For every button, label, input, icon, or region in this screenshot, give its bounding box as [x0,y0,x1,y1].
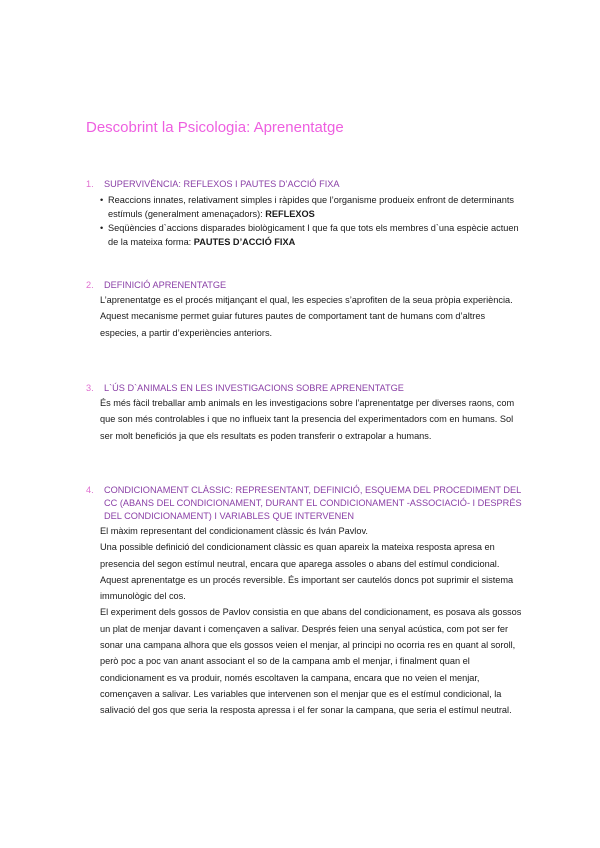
section-us-animals [86,382,526,444]
section-heading [86,382,526,395]
page-title: Descobrint la Psicologia: Aprenentatge [86,119,344,136]
paragraph: Aquest mecanisme permet guiar futures pautes de comportament tant de humans com d’altres especies, a partir d’experiències anteriors. [100,311,486,338]
section-number: 2. [86,280,94,290]
section-number: 4. [86,485,94,495]
bullet-list [86,193,526,249]
section-title: DEFINICIÓ APRENENTATGE [104,280,227,290]
section-title: SUPERVIVÈNCIA: REFLEXOS I PAUTES D’ACCIÓ FIXA [104,179,340,189]
section-title: L`ÚS D`ANIMALS EN LES INVESTIGACIONS SOBRE APRENENTATGE [104,383,404,393]
list-item: • Reaccions innates, relativament simples i ràpides que l’organisme produeix enfront de determinants estímuls (generalment amenaçadors): REFLEXOS [86,193,526,221]
paragraph: El màxim representant del condicionament clàssic és Iván Pavlov. [100,526,368,536]
section-supervivencia [86,178,526,249]
section-definicio [86,279,526,341]
paragraph: L’aprenentatge es el procés mitjançant el qual, les especies s’aprofiten de la seua pròpia experiència. [100,295,513,305]
paragraph: És més fàcil treballar amb animals en les investigacions sobre l’aprenentatge per diverses raons, com que son més controlables i que no influeix tant la presencia del experimentadors com en humans. Sol ser molt beneficiós ja que els resultats es poden transferir o extrapolar a humans. [100,398,515,441]
section-condicionament-classic [86,484,526,719]
list-item: • Seqüències d`accions disparades biològicament I que fa que tots els membres d`una espècie actuen de la mateixa forma: PAUTES D’ACCIÓ FIXA [86,221,526,249]
section-title: CONDICIONAMENT CLÀSSIC: REPRESENTANT, DEFINICIÓ, ESQUEMA DEL PROCEDIMENT DEL CC (ABANS DEL CONDICIONAMENT, DURANT EL CONDICIONAMENT -ASSOCIACIÓ- I DESPRÉS DEL CONDICIONAMENT) I VARIABLES QUE INTERVENEN [104,485,522,521]
section-number: 3. [86,383,94,393]
section-heading [86,484,526,523]
paragraph: Una possible definició del condicionament clàssic es quan apareix la mateixa resposta apresa en presencia del segon estímul neutral, encara que aparega assoles o abans del estímul condicional. Aquest aprenentatge es un procés reversible. És important ser cautelós doncs pot suprimir el sistema immunològic del cos. [100,542,514,602]
section-number: 1. [86,179,94,189]
paragraph: El experiment dels gossos de Pavlov consistia en que abans del condicionament, es posava als gossos un plat de menjar davant i començaven a salivar. Després feien una senyal acústica, com pot ser fer sonar una campana alhora que els gossos veien el menjar, al principi no ocorria res en quant al soroll, però poc a poc van anant associant el so de la campana amb el menjar, i finalment quan el condicionament es va produir, només escoltaven la campana, encara que no veien el menjar, començaven a salivar. Les variables que intervenen son el menjar que es el estímul condicional, la salivació del gos que seria la resposta apressa i el fer sonar la campana, que seria el estímul neutral. [100,607,522,716]
section-heading [86,178,526,191]
section-heading [86,279,526,292]
